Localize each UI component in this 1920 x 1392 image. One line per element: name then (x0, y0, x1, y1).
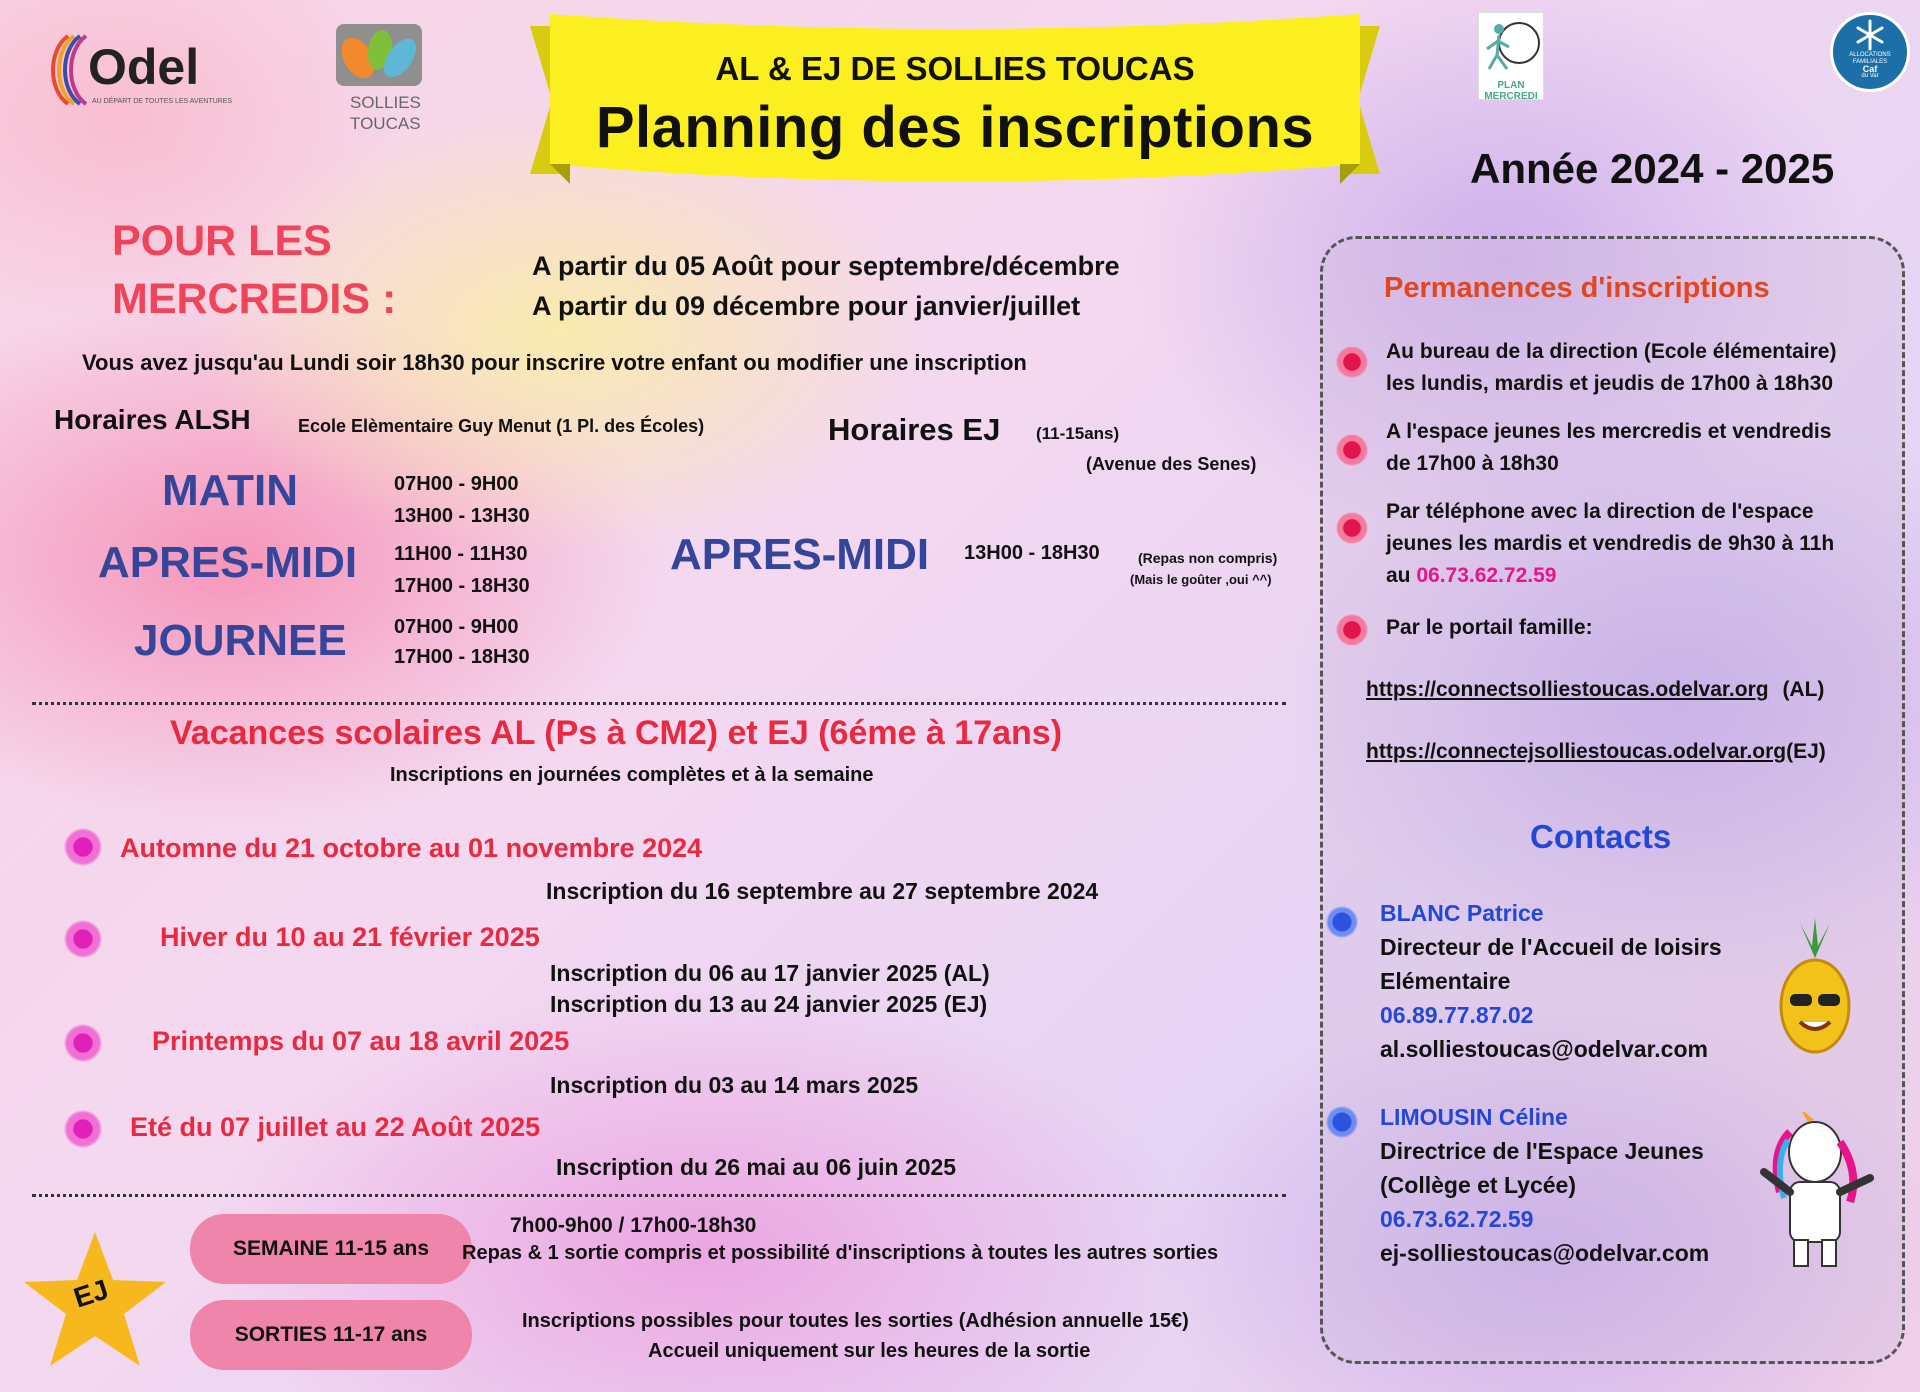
vacances-subtitle: Inscriptions en journées complètes et à la semaine (390, 764, 874, 786)
sorties-description-2: Accueil uniquement sur les heures de la sortie (648, 1340, 1091, 1362)
contact-email[interactable]: ej-solliestoucas@odelvar.com (1380, 1240, 1710, 1266)
vacances-title: Vacances scolaires AL (Ps à CM2) et EJ (6éme à 17ans) (170, 714, 1063, 752)
mercredis-deadline: Vous avez jusqu'au Lundi soir 18h30 pour inscrire votre enfant ou modifier une inscription (82, 350, 1027, 375)
contact-role: (Collège et Lycée) (1380, 1172, 1576, 1198)
alsh-journee-times: 07H00 - 9H00 17H00 - 18H30 (394, 616, 530, 668)
ej-apres-midi-note: (Repas non compris) (1138, 550, 1278, 566)
permanence-telephone: Par téléphone avec la direction de l'espace jeunes les mardis et vendredis de 9h30 à 11h au 06.73.62.72.59 (1386, 500, 1835, 587)
vacances-printemps: Printemps du 07 au 18 avril 2025 (152, 1026, 570, 1056)
contact-limousin (1380, 1100, 1709, 1270)
contact-email[interactable]: al.solliestoucas@odelvar.com (1380, 1036, 1708, 1062)
contact-role: Directrice de l'Espace Jeunes (1380, 1138, 1704, 1164)
page-title: Planning des inscriptions (595, 95, 1315, 160)
bullet-icon (64, 828, 102, 866)
alsh-apres-midi-label: APRES-MIDI (98, 538, 358, 587)
contact-phone[interactable]: 06.73.62.72.59 (1380, 1206, 1534, 1232)
contact-phone[interactable]: 06.89.77.87.02 (1380, 1002, 1534, 1028)
ej-location: (Avenue des Senes) (1086, 454, 1257, 474)
portal-link-ej[interactable]: https://connectejsolliestoucas.odelvar.org (1366, 740, 1787, 763)
bullet-icon (1336, 614, 1368, 646)
pineapple-icon (1760, 918, 1870, 1058)
bullet-icon (1326, 906, 1358, 938)
sorties-pill: SORTIES 11-17 ans (190, 1300, 472, 1370)
semaine-description: Repas & 1 sortie compris et possibilité d'inscriptions à toutes les autres sorties (462, 1242, 1219, 1264)
unicorn-icon (1760, 1112, 1880, 1272)
semaine-hours: 7h00-9h00 / 17h00-18h30 (510, 1214, 757, 1237)
vacances-hiver: Hiver du 10 au 21 février 2025 (160, 922, 540, 952)
plan-mercredi-figure-icon (1479, 13, 1543, 79)
ej-star-label: EJ (69, 1273, 113, 1314)
contact-role: Directeur de l'Accueil de loisirs (1380, 934, 1722, 960)
section-divider (32, 702, 1286, 705)
portal-link-al[interactable]: https://connectsolliestoucas.odelvar.org (1366, 678, 1769, 701)
vacances-printemps-inscription: Inscription du 03 au 14 mars 2025 (550, 1072, 919, 1098)
odel-logo-mark (38, 30, 88, 110)
vacances-hiver-inscriptions: Inscription du 06 au 17 janvier 2025 (AL) Inscription du 13 au 24 janvier 2025 (EJ) (550, 960, 990, 1017)
mercredis-heading: POUR LES MERCREDIS : (112, 217, 397, 323)
ej-apres-midi-note-2: (Mais le goûter ,oui ^^) (1130, 572, 1272, 587)
contacts-title: Contacts (1530, 818, 1672, 855)
caf-logo-text: ALLOCATIONS FAMILIALES Caf du Var (1849, 52, 1891, 79)
contact-role: Elémentaire (1380, 968, 1511, 994)
vacances-automne: Automne du 21 octobre au 01 novembre 2024 (120, 833, 703, 863)
contact-name: BLANC Patrice (1380, 900, 1544, 926)
mercredis-dates: A partir du 05 Août pour septembre/décembre A partir du 09 décembre pour janvier/juillet (532, 251, 1120, 321)
permanence-espace-jeunes: A l'espace jeunes les mercredis et vendredis de 17h00 à 18h30 (1386, 420, 1832, 475)
alsh-matin-times: 07H00 - 9H00 13H00 - 13H30 (394, 473, 530, 527)
bullet-icon (1326, 1106, 1358, 1138)
ej-age: (11-15ans) (1036, 424, 1120, 443)
sorties-description-1: Inscriptions possibles pour toutes les sorties (Adhésion annuelle 15€) (522, 1310, 1189, 1332)
sollies-toucas-logo-mark (328, 20, 428, 90)
vacances-automne-inscription: Inscription du 16 septembre au 27 septembre 2024 (546, 878, 1099, 904)
alsh-hours-label: Horaires ALSH (54, 404, 251, 435)
snowflake-icon (1833, 15, 1907, 55)
bullet-icon (64, 1024, 102, 1062)
bullet-icon (1336, 346, 1368, 378)
school-year: Année 2024 - 2025 (1470, 145, 1835, 192)
alsh-location: Ecole Elèmentaire Guy Menut (1 Pl. des Écoles) (298, 416, 705, 436)
bullet-icon (64, 1110, 102, 1148)
portal-label: Par le portail famille: (1386, 616, 1593, 639)
ej-apres-midi-time: 13H00 - 18H30 (964, 542, 1100, 564)
contact-name: LIMOUSIN Céline (1380, 1104, 1568, 1130)
bullet-icon (1336, 434, 1368, 466)
vacances-ete-inscription: Inscription du 26 mai au 06 juin 2025 (556, 1154, 957, 1180)
odel-logo-text: Odel (88, 39, 200, 95)
contact-blanc (1380, 896, 1722, 1066)
permanences-title: Permanences d'inscriptions (1384, 272, 1770, 304)
vacances-ete: Eté du 07 juillet au 22 Août 2025 (130, 1112, 541, 1142)
title-banner-text (530, 50, 1380, 161)
alsh-matin-label: MATIN (162, 466, 299, 515)
portal-link-ej-row: https://connectejsolliestoucas.odelvar.org(EJ) (1366, 740, 1826, 763)
ej-hours-label: Horaires EJ (828, 412, 1001, 447)
bullet-icon (64, 920, 102, 958)
plan-mercredi-text: PLAN MERCREDI (1484, 80, 1538, 102)
section-divider (32, 1194, 1286, 1197)
banner-subtitle: AL & EJ DE SOLLIES TOUCAS (715, 50, 1195, 87)
sollies-toucas-logo-text: SOLLIES TOUCAS (350, 93, 421, 133)
ej-apres-midi-label: APRES-MIDI (670, 530, 930, 579)
odel-tagline: AU DÉPART DE TOUTES LES AVENTURES (92, 98, 233, 105)
portal-link-al-row: https://connectsolliestoucas.odelvar.org (AL) (1366, 678, 1825, 701)
semaine-pill: SEMAINE 11-15 ans (190, 1214, 472, 1284)
permanence-phone[interactable]: 06.73.62.72.59 (1416, 564, 1557, 587)
alsh-apres-midi-times: 11H00 - 11H30 17H00 - 18H30 (394, 543, 530, 597)
permanence-bureau: Au bureau de la direction (Ecole élémentaire) les lundis, mardis et jeudis de 17h00 à 18h30 (1386, 340, 1837, 395)
bullet-icon (1336, 512, 1368, 544)
alsh-journee-label: JOURNEE (134, 616, 347, 665)
